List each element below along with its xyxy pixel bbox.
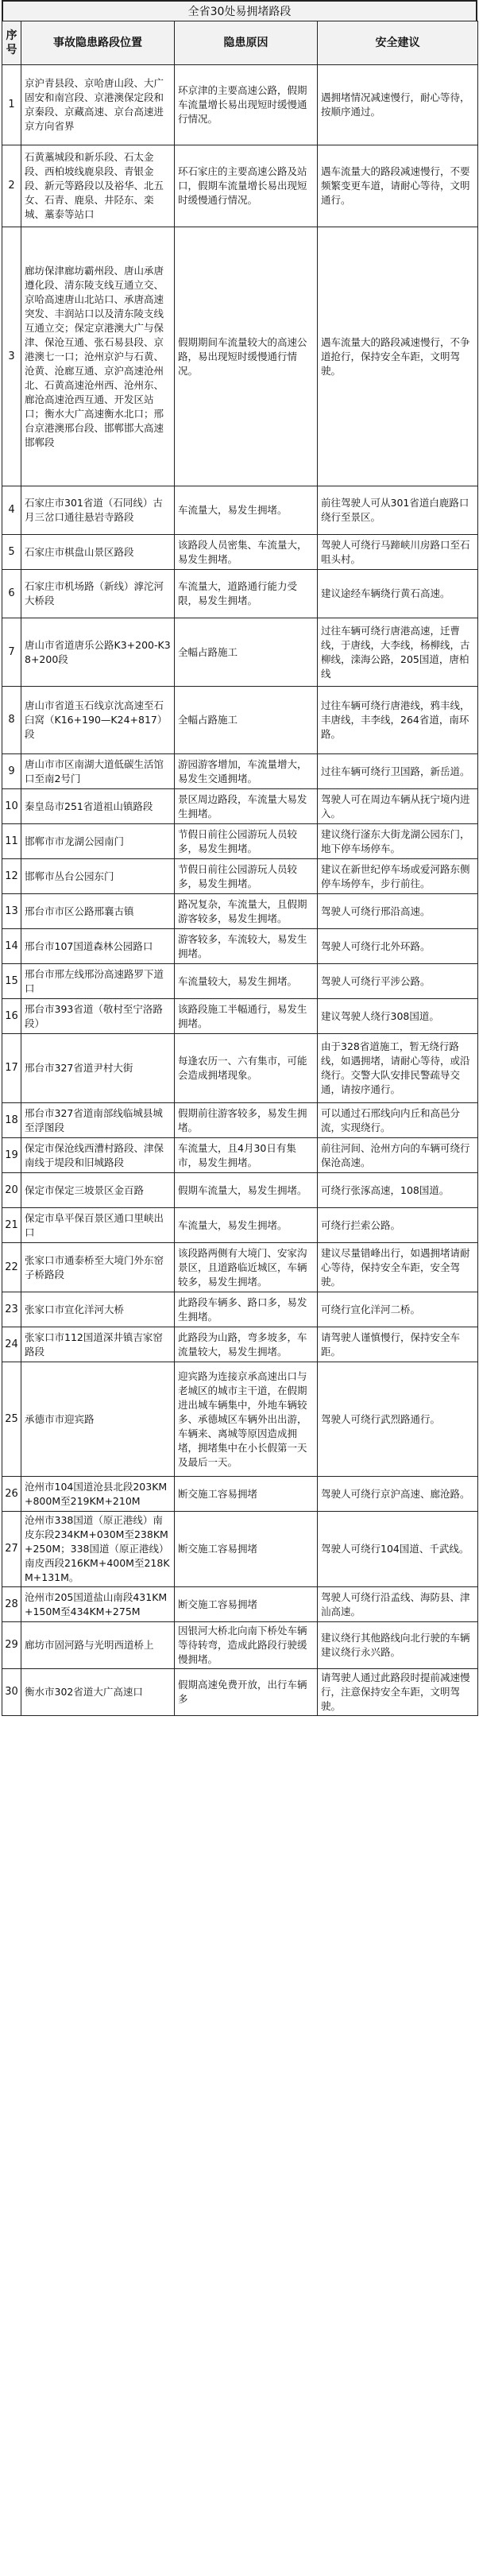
row-reason: 节假日前往公园游玩人员较多，易发生拥堵。 xyxy=(175,859,318,894)
page-title: 全省30处易拥堵路段 xyxy=(2,0,477,21)
row-reason: 全幅占路施工 xyxy=(175,687,318,754)
row-number: 2 xyxy=(2,145,21,227)
row-advice: 建议绕行其他路线向北行驶的车辆建议绕行永兴路。 xyxy=(318,1622,478,1669)
row-advice: 驾驶人可绕行京沪高速、廊沧路。 xyxy=(318,1477,478,1512)
row-location: 京沪青县段、京哈唐山段、大广固安和南宫段、京港澳保定段和京秦段、京藏高速、京台高速进京方向省界 xyxy=(21,65,175,145)
row-number: 8 xyxy=(2,687,21,754)
row-location: 邢台市327省道南部线临城县城至浮图段 xyxy=(21,1103,175,1138)
row-reason: 假期高速免费开放，出行车辆多 xyxy=(175,1669,318,1716)
row-location: 邢台市市区公路邢襄古镇 xyxy=(21,894,175,929)
table-row xyxy=(2,535,478,570)
table-row xyxy=(2,1327,478,1362)
row-advice: 请驾驶人通过此路段时提前减速慢行，注意保持安全车距，文明驾驶。 xyxy=(318,1669,478,1716)
row-reason: 此路段车辆多、路口多，易发生拥堵。 xyxy=(175,1292,318,1327)
table-row xyxy=(2,65,478,145)
row-location: 邢台市邢左线邢汾高速路罗下道口 xyxy=(21,964,175,999)
row-location: 邢台市327省道尹村大街 xyxy=(21,1034,175,1103)
row-location: 廊坊保津廊坊霸州段、唐山承唐遵化段、清东陵支线互通立交、京哈高速唐山北站口、承唐高速突发、丰润站口以及清东陵支线互通立交；保定京港澳大广与保津、保沧互通、张石易县段、京港澳七一口；沧州京沪与石黄、沧黄、沧廊互通、京沪高速沧州北、石黄高速沧州西、沧州东、廊沧高速沧西互通、开发区站口；衡水大广高速衡水北口；邢台京港澳邢台段、邯郸邯大高速邯郸段 xyxy=(21,227,175,486)
row-advice: 驾驶人可绕行邢沿高速。 xyxy=(318,894,478,929)
row-number: 26 xyxy=(2,1477,21,1512)
row-number: 27 xyxy=(2,1512,21,1587)
row-location: 唐山市市区南湖大道低碳生活馆口至南2号门 xyxy=(21,754,175,789)
row-location: 邢台市393省道（敬村至宁洛路段） xyxy=(21,999,175,1034)
row-reason: 该路段人员密集、车流量大，易发生拥堵。 xyxy=(175,535,318,570)
row-advice: 驾驶人可绕行沿孟线、海防县、津汕高速。 xyxy=(318,1587,478,1622)
row-reason: 环京津的主要高速公路，假期车流量增长易出现短时缓慢通行情况。 xyxy=(175,65,318,145)
table-row xyxy=(2,486,478,535)
table-row xyxy=(2,999,478,1034)
table-body xyxy=(2,65,478,1716)
row-location: 沧州市338国道（原正港线）南皮东段234KM+030M至238KM+250M；338国道（原正港线）南皮西段216KM+400M至218KM+131M。 xyxy=(21,1512,175,1587)
row-number: 22 xyxy=(2,1243,21,1292)
table-row xyxy=(2,1512,478,1587)
row-location: 衡水市302省道大广高速口 xyxy=(21,1669,175,1716)
row-reason: 游园游客增加，车流量增大，易发生交通拥堵。 xyxy=(175,754,318,789)
table-row xyxy=(2,859,478,894)
row-advice: 过往车辆可绕行唐港高速，迁曹线，于唐线，大李线，杨柳线，古柳线，滦海公路，205国道，唐柏线 xyxy=(318,618,478,687)
row-location: 石家庄市棋盘山景区路段 xyxy=(21,535,175,570)
row-advice: 可以通过石邢线向内丘和高邑分流，实现绕行。 xyxy=(318,1103,478,1138)
row-location: 张家口市通泰桥至大境门外东窑子桥路段 xyxy=(21,1243,175,1292)
row-number: 28 xyxy=(2,1587,21,1622)
table-row xyxy=(2,1208,478,1243)
table-row xyxy=(2,1477,478,1512)
row-advice: 建议途经车辆绕行黄石高速。 xyxy=(318,570,478,618)
row-advice: 建议驾驶人绕行308国道。 xyxy=(318,999,478,1034)
row-advice: 驾驶人可绕行平涉公路。 xyxy=(318,964,478,999)
row-location: 承德市市迎宾路 xyxy=(21,1362,175,1477)
row-number: 4 xyxy=(2,486,21,535)
row-reason: 断交施工容易拥堵 xyxy=(175,1587,318,1622)
row-advice: 驾驶人可在周边车辆从抚宁境内进入。 xyxy=(318,789,478,824)
row-advice: 过往车辆可绕行唐港线，鸦丰线，丰唐线，丰李线，264省道，南环路。 xyxy=(318,687,478,754)
table-row xyxy=(2,964,478,999)
table-row xyxy=(2,754,478,789)
row-number: 11 xyxy=(2,824,21,859)
table-row xyxy=(2,1587,478,1622)
table-row xyxy=(2,1292,478,1327)
row-advice: 前往河间、沧州方向的车辆可绕行保沧高速。 xyxy=(318,1138,478,1173)
row-number: 9 xyxy=(2,754,21,789)
row-advice: 驾驶人可绕行104国道、千武线。 xyxy=(318,1512,478,1587)
row-number: 21 xyxy=(2,1208,21,1243)
table-row xyxy=(2,570,478,618)
row-reason: 车流量较大，易发生拥堵。 xyxy=(175,964,318,999)
row-location: 石家庄市机场路（新线）滹沱河大桥段 xyxy=(21,570,175,618)
row-number: 7 xyxy=(2,618,21,687)
row-number: 13 xyxy=(2,894,21,929)
row-reason: 环石家庄的主要高速公路及站口，假期车流量增长易出现短时缓慢通行情况。 xyxy=(175,145,318,227)
row-reason: 全幅占路施工 xyxy=(175,618,318,687)
row-advice: 驾驶人可绕行武烈路通行。 xyxy=(318,1362,478,1477)
row-location: 保定市保沧线西漕村路段、津保南线于堤段和旧城路段 xyxy=(21,1138,175,1173)
row-advice: 前往驾驶人可从301省道白鹿路口绕行至景区。 xyxy=(318,486,478,535)
row-location: 廊坊市固河路与光明西道桥上 xyxy=(21,1622,175,1669)
row-location: 石黄藁城段和新乐段、石太金段、西柏坡线鹿泉段、青银金段、新元等路段以及裕华、北五女、石青、鹿泉、井陉东、栾城、藁泰等站口 xyxy=(21,145,175,227)
row-reason: 假期期间车流量较大的高速公路，易出现短时缓慢通行情况。 xyxy=(175,227,318,486)
row-number: 12 xyxy=(2,859,21,894)
row-advice: 可绕行张涿高速，108国道。 xyxy=(318,1173,478,1208)
row-location: 张家口市112国道深井镇吉家窑路段 xyxy=(21,1327,175,1362)
table-row xyxy=(2,687,478,754)
table-row xyxy=(2,894,478,929)
row-number: 25 xyxy=(2,1362,21,1477)
row-number: 17 xyxy=(2,1034,21,1103)
row-reason: 断交施工容易拥堵 xyxy=(175,1512,318,1587)
table-row xyxy=(2,227,478,486)
row-reason: 车流量大，易发生拥堵。 xyxy=(175,1208,318,1243)
row-reason: 该段路两侧有大境门、安家沟景区，且道路临近城区，车辆较多，易发生拥堵。 xyxy=(175,1243,318,1292)
row-advice: 建议尽量错峰出行，如遇拥堵请耐心等待，保持安全车距，安全驾驶。 xyxy=(318,1243,478,1292)
row-number: 20 xyxy=(2,1173,21,1208)
table-row xyxy=(2,1669,478,1716)
row-advice: 可绕行宣化洋河二桥。 xyxy=(318,1292,478,1327)
row-advice: 建议在新世纪停车场或爱河路东侧停车场停车，步行前往。 xyxy=(318,859,478,894)
table-header-row xyxy=(2,21,478,65)
row-number: 30 xyxy=(2,1669,21,1716)
row-reason: 该路段施工半幅通行，易发生拥堵。 xyxy=(175,999,318,1034)
row-location: 邢台市107国道森林公园路口 xyxy=(21,929,175,964)
row-number: 1 xyxy=(2,65,21,145)
row-number: 23 xyxy=(2,1292,21,1327)
row-location: 秦皇岛市251省道祖山镇路段 xyxy=(21,789,175,824)
row-reason: 每逢农历一、六有集市，可能会造成拥堵现象。 xyxy=(175,1034,318,1103)
table-row xyxy=(2,1243,478,1292)
table-row xyxy=(2,1138,478,1173)
row-reason: 路况复杂，车流量大，且假期游客较多，易发生拥堵。 xyxy=(175,894,318,929)
row-location: 保定市阜平保百景区通口里峡出口 xyxy=(21,1208,175,1243)
row-reason: 断交施工容易拥堵 xyxy=(175,1477,318,1512)
table-row xyxy=(2,1173,478,1208)
row-number: 10 xyxy=(2,789,21,824)
row-reason: 景区周边路段，车流量大易发生拥堵。 xyxy=(175,789,318,824)
table-row xyxy=(2,1103,478,1138)
table-row xyxy=(2,1362,478,1477)
row-number: 24 xyxy=(2,1327,21,1362)
row-advice: 建议绕行滏东大街龙湖公园东门，地下停车场停车。 xyxy=(318,824,478,859)
row-number: 3 xyxy=(2,227,21,486)
header-advice: 安全建议 xyxy=(318,21,478,65)
table-row xyxy=(2,1622,478,1669)
header-no: 序号 xyxy=(2,21,21,65)
congestion-table xyxy=(2,21,478,1716)
row-number: 15 xyxy=(2,964,21,999)
row-location: 邯郸市市龙湖公园南门 xyxy=(21,824,175,859)
row-number: 29 xyxy=(2,1622,21,1669)
table-row xyxy=(2,618,478,687)
row-reason: 车流量大，易发生拥堵。 xyxy=(175,486,318,535)
row-number: 19 xyxy=(2,1138,21,1173)
row-location: 石家庄市301省道（石同线）古月三岔口通往悬岩寺路段 xyxy=(21,486,175,535)
row-reason: 迎宾路为连接京承高速出口与老城区的城市主干道，在假期进出城车辆集中，外地车辆较多、承德城区车辆外出出游，车辆来、离城等原因造成拥堵，拥堵集中在小长假第一天及最后一天。 xyxy=(175,1362,318,1477)
row-reason: 假期前往游客较多，易发生拥堵。 xyxy=(175,1103,318,1138)
row-location: 沧州市104国道沧县北段203KM+800M至219KM+210M xyxy=(21,1477,175,1512)
row-reason: 假期车流量大，易发生拥堵。 xyxy=(175,1173,318,1208)
row-advice: 遇车流量大的路段减速慢行，不争道抢行，保持安全车距，文明驾驶。 xyxy=(318,227,478,486)
row-advice: 由于328省道施工，暂无绕行路线，如遇拥堵，请耐心等待，或沿绕行。交警大队安排民警疏导交通，请按序通行。 xyxy=(318,1034,478,1103)
row-reason: 车流量大，且4月30日有集市，易发生拥堵。 xyxy=(175,1138,318,1173)
row-reason: 因银河大桥北向南下桥处车辆等待转弯，造成此路段行驶缓慢拥堵。 xyxy=(175,1622,318,1669)
row-location: 保定市保定三坡景区金百路 xyxy=(21,1173,175,1208)
row-location: 邯郸市丛台公园东门 xyxy=(21,859,175,894)
row-reason: 车流量大，道路通行能力受限，易发生拥堵。 xyxy=(175,570,318,618)
table-row xyxy=(2,1034,478,1103)
row-location: 唐山市省道唐乐公路K3+200-K38+200段 xyxy=(21,618,175,687)
row-reason: 游客较多，车流较大，易发生拥堵。 xyxy=(175,929,318,964)
table-row xyxy=(2,929,478,964)
row-advice: 可绕行拦索公路。 xyxy=(318,1208,478,1243)
row-reason: 此路段为山路，弯多坡多，车流量较大，易发生拥堵。 xyxy=(175,1327,318,1362)
row-location: 唐山市省道玉石线京沈高速至石臼窝（K16+190—K24+817）段 xyxy=(21,687,175,754)
row-advice: 遇车流量大的路段减速慢行，不要频繁变更车道，请耐心等待，文明通行。 xyxy=(318,145,478,227)
row-location: 张家口市宣化洋河大桥 xyxy=(21,1292,175,1327)
row-number: 16 xyxy=(2,999,21,1034)
row-advice: 遇拥堵情况减速慢行，耐心等待，按顺序通过。 xyxy=(318,65,478,145)
row-number: 14 xyxy=(2,929,21,964)
row-advice: 驾驶人可绕行马蹄峡川房路口至石咀头村。 xyxy=(318,535,478,570)
row-location: 沧州市205国道盐山南段431KM+150M至434KM+275M xyxy=(21,1587,175,1622)
row-advice: 过往车辆可绕行卫国路，新岳道。 xyxy=(318,754,478,789)
header-location: 事故隐患路段位置 xyxy=(21,21,175,65)
header-reason: 隐患原因 xyxy=(175,21,318,65)
table-row xyxy=(2,789,478,824)
row-number: 5 xyxy=(2,535,21,570)
row-number: 18 xyxy=(2,1103,21,1138)
row-advice: 驾驶人可绕行北外环路。 xyxy=(318,929,478,964)
table-row xyxy=(2,824,478,859)
row-advice: 请驾驶人谨慎慢行，保持安全车距。 xyxy=(318,1327,478,1362)
row-reason: 节假日前往公园游玩人员较多，易发生拥堵。 xyxy=(175,824,318,859)
row-number: 6 xyxy=(2,570,21,618)
table-row xyxy=(2,145,478,227)
